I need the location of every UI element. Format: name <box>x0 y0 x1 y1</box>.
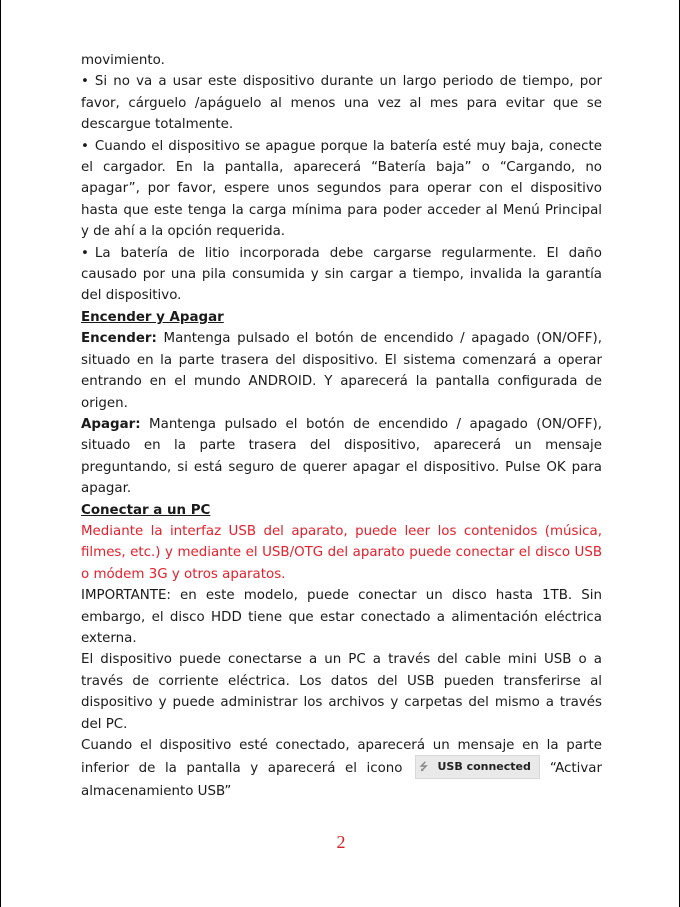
bullet-paragraph-lithium <box>81 243 602 307</box>
bullet-paragraph-storage <box>81 71 602 135</box>
section-heading-pc: Conectar a un PC <box>81 502 211 518</box>
usb-connected-label: USB connected <box>437 759 531 773</box>
usb-interface-paragraph: Mediante la interfaz USB del aparato, puede leer los contenidos (música, filmes, etc.) y mediante el USB/OTG del aparato puede conectar el disco USB o módem 3G y otros aparatos. <box>81 523 602 582</box>
power-off-paragraph <box>81 414 602 500</box>
usb-icon-line <box>81 756 602 781</box>
page-content <box>81 50 602 803</box>
power-off-text: Mantenga pulsado el botón de encendido / apagado (ON/OFF), situado en la parte trasera del dispositivo, aparecerá un mensaje preguntando, si está seguro de querer apagar el dispositivo. Pulse OK para apagar. <box>81 416 602 497</box>
important-paragraph: IMPORTANTE: en este modelo, puede conectar un disco hasta 1TB. Sin embargo, el disco HDD tiene que estar conectado a alimentación eléctrica externa. <box>81 588 602 646</box>
power-on-text: Mantenga pulsado el botón de encendido / apagado (ON/OFF), situado en la parte trasera del dispositivo. El sistema comenzará a operar entrando en el mundo ANDROID. Y aparecerá la pantalla configurada de origen. <box>81 331 602 411</box>
page-number: 2 <box>336 832 346 852</box>
bullet-text: La batería de litio incorporada debe cargarse regularmente. El daño causado por una pila consumida y sin cargar a tiempo, invalida la garantía del dispositivo. <box>81 245 602 304</box>
usb-storage-line: almacenamiento USB” <box>81 784 232 800</box>
bullet-mark: • <box>81 138 89 154</box>
bullet-paragraph-low-battery <box>81 136 602 243</box>
power-off-label: Apagar: <box>81 416 141 432</box>
icon-line-after: “Activar <box>549 761 602 777</box>
bullet-text: Cuando el dispositivo se apague porque la batería esté muy baja, conecte el cargador. En la pantalla, aparecerá “Batería baja” o “Cargando, no apagar”, por favor, espere unos segundos para operar con el dispositivo hasta que este tenga la carga mínima para poder acceder al Menú Principal y de ahí a la opción requerida. <box>81 138 602 240</box>
section-heading-power: Encender y Apagar <box>81 309 224 325</box>
bullet-text: Si no va a usar este dispositivo durante un largo periodo de tiempo, por favor, cárguelo /apáguelo al menos una vez al mes para evitar que se descargue totalmente. <box>81 74 602 133</box>
bullet-mark: • <box>81 245 89 261</box>
icon-line-text: inferior de la pantalla y aparecerá el icono <box>81 761 403 777</box>
power-on-paragraph <box>81 328 602 414</box>
power-on-label: Encender: <box>81 331 157 347</box>
bullet-mark: • <box>81 74 89 90</box>
usb-icon: ⭍ <box>419 761 428 773</box>
connect-pc-paragraph: El dispositivo puede conectarse a un PC a través del cable mini USB o a través de corriente eléctrica. Los datos del USB pueden transferirse al dispositivo y puede administrar los archivos y carpetas del mismo a través del PC. <box>81 652 602 732</box>
usb-connected-badge <box>415 755 540 779</box>
when-connected-line: Cuando el dispositivo esté conectado, aparecerá un mensaje en la parte <box>81 738 602 753</box>
paragraph-continuation: movimiento. <box>81 53 165 68</box>
